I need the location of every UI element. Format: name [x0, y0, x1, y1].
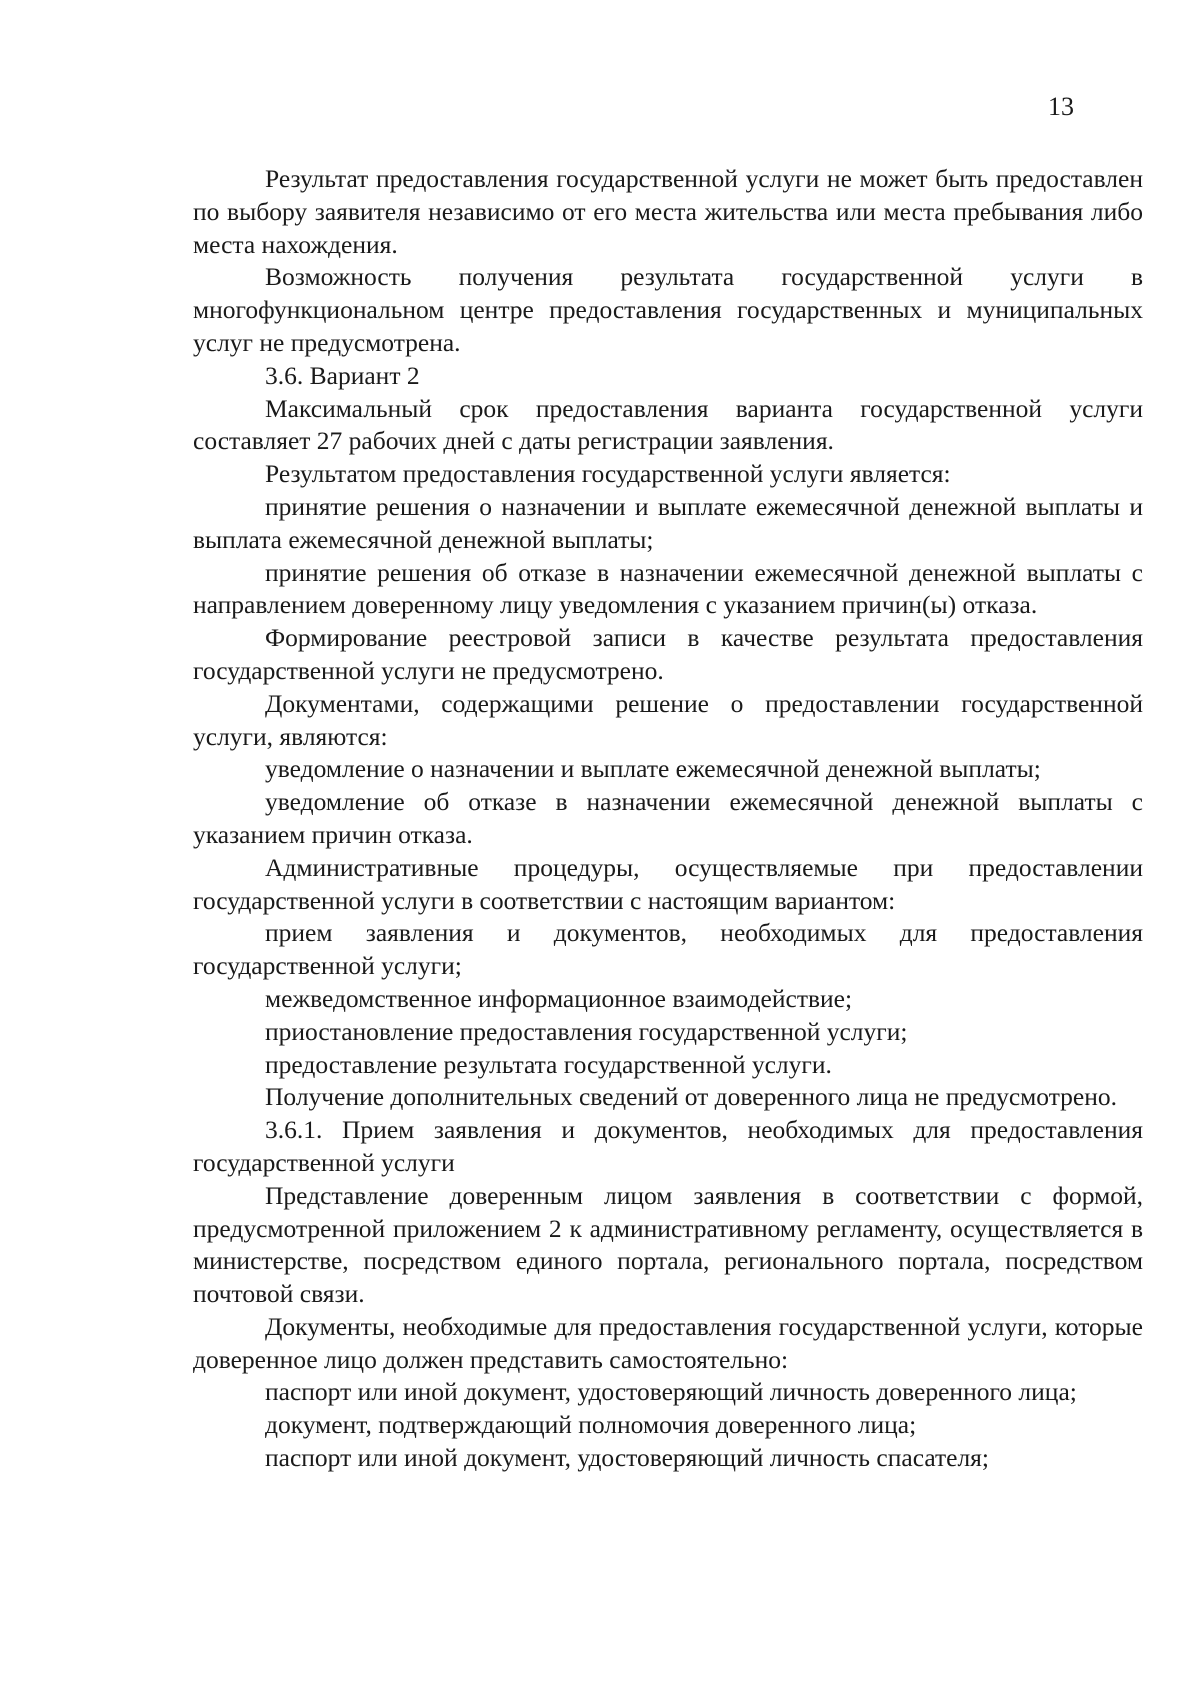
- paragraph: Максимальный срок предоставления варианта государственной услуги составляет 27 рабочих дней с даты регистрации заявления.: [193, 393, 1143, 456]
- list-item: уведомление о назначении и выплате ежемесячной денежной выплаты;: [265, 754, 1041, 784]
- paragraph: Получение дополнительных сведений от доверенного лица не предусмотрено.: [265, 1082, 1117, 1112]
- subsection-heading: 3.6.1. Прием заявления и документов, необходимых для предоставления государственной услуги: [193, 1115, 1143, 1177]
- list-item: межведомственное информационное взаимодействие;: [265, 983, 853, 1013]
- paragraph: Представление доверенным лицом заявления в соответствии с формой, предусмотренной приложением 2 к административному регламенту, осуществляется в министерстве, посредством единого портала, регионального портала, посредством почтовой связи.: [193, 1180, 1143, 1309]
- page-number: 13: [1048, 92, 1074, 121]
- list-item: принятие решения о назначении и выплате ежемесячной денежной выплаты и выплата ежемесячной денежной выплаты;: [193, 491, 1143, 554]
- list-item: приостановление предоставления государственной услуги;: [265, 1016, 908, 1046]
- paragraph: Возможность получения результата государственной услуги в многофункциональном центре предоставления государственных и муниципальных услуг не предусмотрена.: [193, 262, 1143, 357]
- list-item: уведомление об отказе в назначении ежемесячной денежной выплаты с указанием причин отказа.: [193, 787, 1143, 849]
- paragraph: Формирование реестровой записи в качестве результата предоставления государственной услуги не предусмотрено.: [193, 623, 1143, 685]
- list-item: документ, подтверждающий полномочия доверенного лица;: [265, 1410, 917, 1440]
- list-item: паспорт или иной документ, удостоверяющий личность спасателя;: [265, 1443, 989, 1473]
- list-item: принятие решения об отказе в назначении ежемесячной денежной выплаты с направлением доверенному лицу уведомления с указанием причин(ы) отказа.: [193, 557, 1143, 620]
- paragraph: Административные процедуры, осуществляемые при предоставлении государственной услуги в соответствии с настоящим вариантом:: [193, 852, 1143, 915]
- list-item: предоставление результата государственной услуги.: [265, 1049, 832, 1079]
- list-item: прием заявления и документов, необходимых для предоставления государственной услуги;: [193, 918, 1143, 981]
- paragraph: Результатом предоставления государственной услуги является:: [265, 459, 951, 489]
- section-heading: 3.6. Вариант 2: [265, 360, 420, 390]
- document-body: [193, 163, 1143, 1475]
- list-item: паспорт или иной документ, удостоверяющий личность доверенного лица;: [265, 1377, 1077, 1407]
- paragraph: Результат предоставления государственной услуги не может быть предоставлен по выбору заявителя независимо от его места жительства или места пребывания либо места нахождения.: [193, 164, 1143, 259]
- paragraph: Документами, содержащими решение о предоставлении государственной услуги, являются:: [193, 688, 1143, 751]
- paragraph: Документы, необходимые для предоставления государственной услуги, которые доверенное лицо должен представить самостоятельно:: [193, 1311, 1143, 1374]
